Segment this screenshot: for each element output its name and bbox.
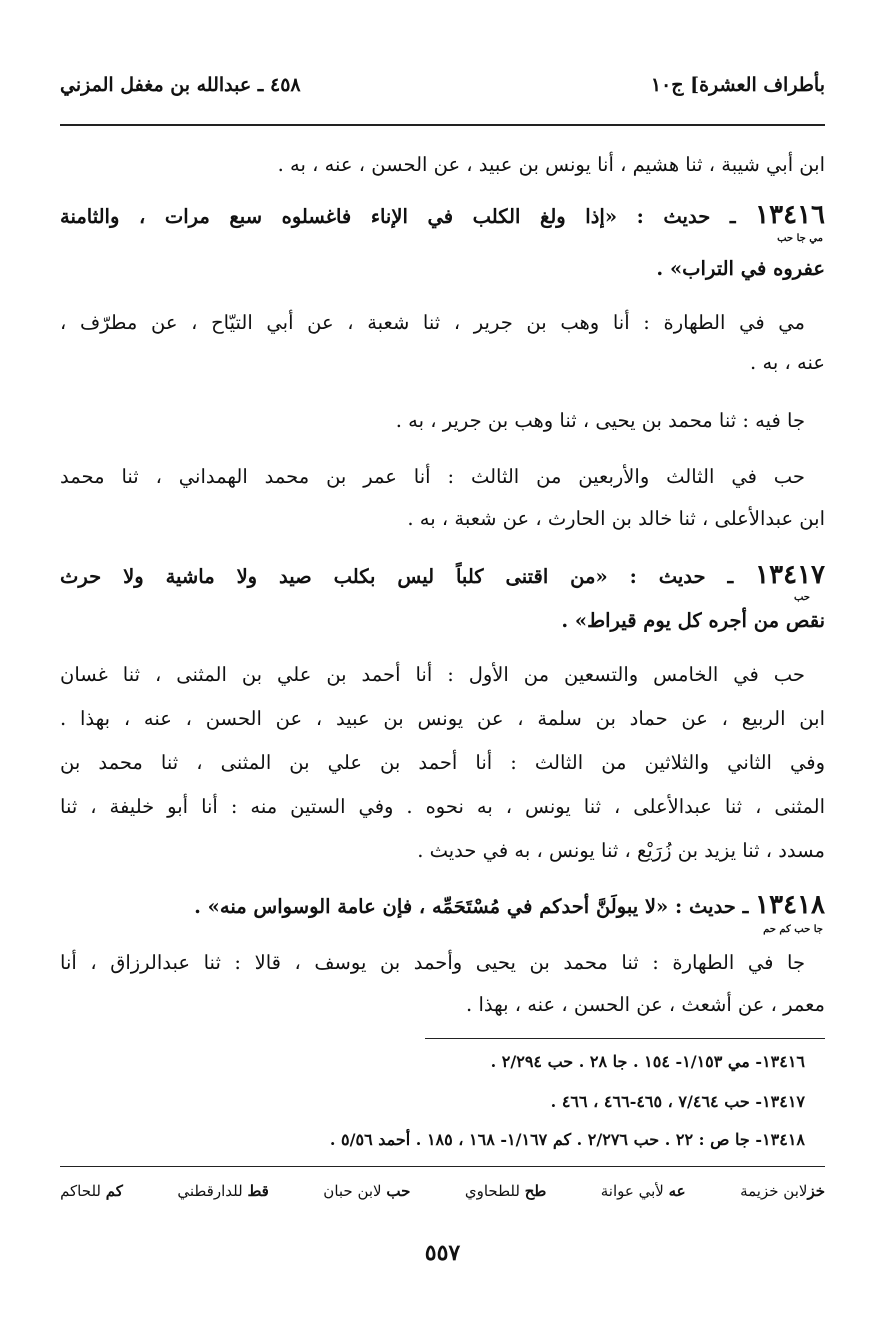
hadith-number: ١٣٤١٧: [755, 560, 825, 590]
source-symbols: حب: [793, 592, 810, 603]
abbreviation-item: عه لأبي عوانة: [600, 1182, 686, 1200]
hadith-text: ـ حديث : «لا يبولَنَّ أحدكم في مُسْتَحَمِّه ، فإن عامة الوسواس منه» .: [194, 895, 749, 918]
hadith-number: ١٣٤١٨: [755, 890, 825, 920]
text-line: جا في الطهارة : ثنا محمد بن يحيى وأحمد بن يوسف ، قالا : ثنا عبدالرزاق ، أنا: [60, 951, 805, 974]
abbreviations-legend: [60, 1182, 825, 1200]
header-divider: [60, 124, 825, 126]
hadith-heading-13417: [60, 560, 825, 592]
abbreviations-divider: [60, 1166, 825, 1167]
hadith-text-continued: نقص من أجره كل يوم قيراط» .: [561, 609, 825, 632]
page-number: ٥٥٧: [424, 1240, 461, 1266]
footnote-13416: ١٣٤١٦- مي ١/١٥٣- ١٥٤ . جا ٢٨ . حب ٢/٢٩٤ .: [490, 1052, 805, 1071]
hadith-heading-13416: [60, 200, 825, 232]
text-line: وفي الثاني والثلاثين من الثالث : أنا أحمد بن علي بن المثنى ، ثنا محمد بن: [60, 751, 825, 774]
text-line: جا فيه : ثنا محمد بن يحيى ، ثنا وهب بن جرير ، به .: [395, 409, 805, 432]
text-line: المثنى ، ثنا عبدالأعلى ، ثنا يونس ، به نحوه . وفي الستين منه : أنا أبو خليفة ، ثنا: [60, 795, 825, 818]
header-book-title: بأطراف العشرة] ج١٠: [650, 74, 825, 96]
source-symbols: جا حب كم حم: [763, 924, 823, 935]
hadith-text: ـ حديث : «من اقتنى كلباً ليس بكلب صيد ولا ماشية ولا حرث: [60, 565, 734, 588]
text-line: عنه ، به .: [750, 351, 825, 374]
footnote-divider: [425, 1038, 825, 1039]
text-line: ابن أبي شيبة ، ثنا هشيم ، أنا يونس بن عبيد ، عن الحسن ، عنه ، به .: [277, 153, 825, 176]
abbreviation-item: قط للدارقطني: [177, 1182, 269, 1200]
text-line: حب في الثالث والأربعين من الثالث : أنا عمر بن محمد الهمداني ، ثنا محمد: [60, 465, 805, 488]
text-line: ابن الربيع ، عن حماد بن سلمة ، عن يونس بن عبيد ، عن الحسن ، عنه ، بهذا .: [60, 707, 825, 730]
hadith-number: ١٣٤١٦: [755, 200, 825, 230]
abbreviation-item: كم للحاكم: [60, 1182, 123, 1200]
footnote-13418: ١٣٤١٨- جا ص : ٢٢ . حب ٢/٢٧٦ . كم ١/١٦٧- ١٦٨ ، ١٨٥ . أحمد ٥/٥٦ .: [329, 1130, 805, 1149]
text-line: مي في الطهارة : أنا وهب بن جرير ، ثنا شعبة ، عن أبي التيّاح ، عن مطرّف ،: [60, 311, 805, 334]
hadith-text-continued: عفروه في التراب» .: [656, 257, 825, 280]
hadith-heading-13418: [60, 890, 825, 922]
text-line: ابن عبدالأعلى ، ثنا خالد بن الحارث ، عن شعبة ، به .: [407, 507, 825, 530]
text-line: مسدد ، ثنا يزيد بن زُرَيْع ، ثنا يونس ، به في حديث .: [417, 839, 825, 862]
text-line: حب في الخامس والتسعين من الأول : أنا أحمد بن علي بن المثنى ، ثنا غسان: [60, 663, 805, 686]
footnote-13417: ١٣٤١٧- حب ٧/٤٦٤ ، ٤٦٥-٤٦٦ ، ٤٦٦ .: [550, 1092, 805, 1111]
header-section-title: ٤٥٨ ـ عبدالله بن مغفل المزني: [60, 74, 301, 96]
abbreviation-item: طح للطحاوي: [464, 1182, 547, 1200]
text-line: معمر ، عن أشعث ، عن الحسن ، عنه ، بهذا .: [466, 993, 825, 1016]
running-header: [60, 74, 825, 108]
abbreviation-item: خزلابن خزيمة: [740, 1182, 825, 1200]
source-symbols: مي جا حب: [777, 233, 823, 244]
hadith-text: ـ حديث : «إذا ولغ الكلب في الإناء فاغسلوه سبع مرات ، والثامنة: [60, 205, 736, 228]
abbreviation-item: حب لابن حبان: [323, 1182, 411, 1200]
